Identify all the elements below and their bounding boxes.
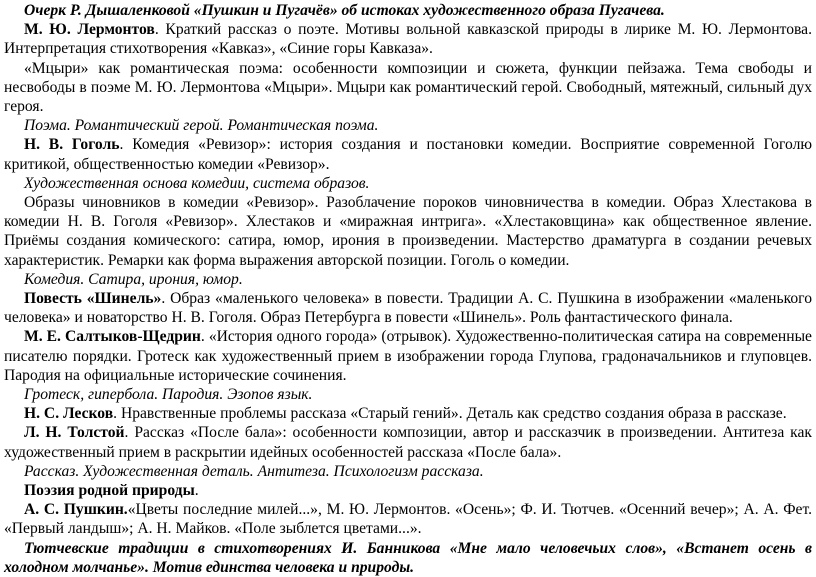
- terms-text: Комедия. Сатира, ирония, юмор.: [24, 270, 243, 288]
- paragraph: [4, 289, 812, 327]
- document-page: [4, 1, 812, 577]
- paragraph-text: . «История одного города» (отрывок). Художественно-политическая сатира на современные писателю порядки. Гротеск как художественный прием в изображении города Глупова, градоначальников и глуповцев. Пародия на официальные исторические сочинения.: [4, 328, 812, 384]
- paragraph: [4, 481, 812, 500]
- paragraph-text: . Рассказ «После бала»: особенности композиции, автор и рассказчик в произведении. Антитеза как художественный прием в раскрытии идейных особенностей рассказа «После бала».: [4, 424, 812, 461]
- paragraph-text: . Образ «маленького человека» в повести. Традиции А. С. Пушкина в изображении «маленького человека» и новаторство Н. В. Гоголя. Образ Петербурга в повести «Шинель». Роль фантастического финала.: [4, 290, 812, 327]
- section-title: Поэзия родной природы: [24, 482, 195, 500]
- author-name: Н. В. Гоголь: [24, 136, 120, 154]
- paragraph-text: Образы чиновников в комедии «Ревизор». Разоблачение пороков чиновничества в комедии. Образ Хлестакова в комедии Н. В. Гоголя «Ревизор». Хлестаков и «миражная интрига». «Хлестаковщина» как общественное явление. Приёмы создания комического: сатира, юмор, ирония в произведении. Мастерство драматурга в создании речевых характеристик. Ремарки как форма выражения авторской позиции. Гоголь о комедии.: [4, 194, 812, 269]
- author-name: Н. С. Лесков: [24, 405, 114, 423]
- paragraph: [4, 20, 812, 58]
- author-name: А. С. Пушкин.: [24, 501, 128, 519]
- author-name: М. Ю. Лермонтов: [24, 21, 155, 39]
- paragraph-text: . Нравственные проблемы рассказа «Старый гений». Деталь как средство создания образа в рассказе.: [113, 405, 787, 423]
- paragraph: [4, 270, 812, 289]
- paragraph: [4, 116, 812, 135]
- paragraph: [4, 404, 812, 423]
- terms-text: Гротеск, гипербола. Пародия. Эзопов язык.: [24, 386, 313, 404]
- paragraph: [4, 500, 812, 538]
- paragraph: [4, 423, 812, 461]
- paragraph: [4, 327, 812, 385]
- work-title: Повесть «Шинель»: [24, 290, 162, 308]
- terms-text: Художественная основа комедии, система образов.: [24, 174, 370, 192]
- paragraph-text: .: [194, 482, 199, 500]
- paragraph: [4, 462, 812, 481]
- paragraph: [4, 539, 812, 577]
- paragraph-text: . Комедия «Ревизор»: история создания и постановки комедии. Восприятие современной Гоголю критикой, общественностью комедии «Ревизор».: [4, 136, 812, 173]
- paragraph: [4, 385, 812, 404]
- author-name: М. Е. Салтыков-Щедрин: [24, 328, 201, 346]
- paragraph-text: «Цветы последние милей...», М. Ю. Лермонтов. «Осень»; Ф. И. Тютчев. «Осенний вечер»; А. А. Фет. «Первый ландыш»; А. Н. Майков. «Поле зыблется цветами...».: [4, 501, 812, 538]
- paragraph: [4, 135, 812, 173]
- heading-text: Очерк Р. Дышаленковой «Пушкин и Пугачёв» об истоках художественного образа Пугачева.: [24, 2, 665, 19]
- terms-text: Рассказ. Художественная деталь. Антитеза. Психологизм рассказа.: [24, 462, 484, 480]
- paragraph: [4, 174, 812, 193]
- paragraph-text: «Мцыри» как романтическая поэма: особенности композиции и сюжета, функции пейзажа. Тема свободы и несвободы в поэме М. Ю. Лермонтова «Мцыри». Мцыри как романтический герой. Свободный, мятежный, сильный дух героя.: [4, 59, 812, 116]
- author-name: Л. Н. Толстой: [24, 424, 125, 442]
- paragraph: [4, 59, 812, 117]
- heading-text: Тютчевские традиции в стихотворениях И. Банникова «Мне мало человечьих слов», «Встанет осень в холодном молчанье». Мотив единства человека и природы.: [4, 539, 812, 576]
- paragraph-text: . Краткий рассказ о поэте. Мотивы вольной кавказской природы в лирике М. Ю. Лермонтова. Интерпретация стихотворения «Кавказ», «Синие горы Кавказа».: [4, 21, 812, 58]
- terms-text: Поэма. Романтический герой. Романтическая поэма.: [24, 117, 379, 135]
- paragraph: [4, 193, 812, 270]
- paragraph: [4, 1, 812, 20]
